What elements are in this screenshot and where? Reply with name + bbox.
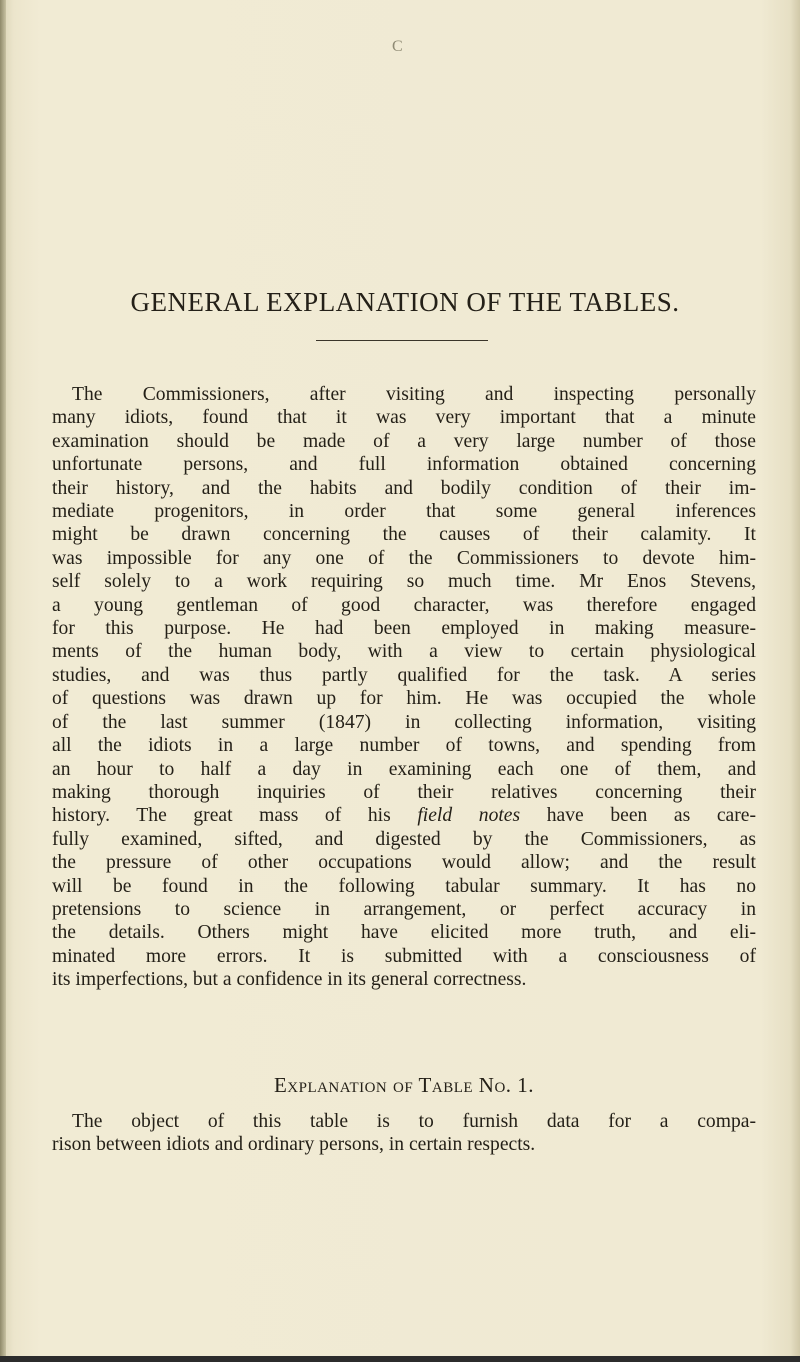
- text-line: the pressure of other occupations would allow; and the result: [52, 852, 756, 874]
- binding-edge: [0, 0, 6, 1362]
- text-line: pretensions to science in arrangement, or perfect accuracy in: [52, 898, 756, 920]
- paragraph-2: [52, 1110, 756, 1157]
- text-line: was impossible for any one of the Commissioners to devote him-: [52, 547, 756, 569]
- text-line: examination should be made of a very large number of those: [52, 430, 756, 452]
- text-line: The object of this table is to furnish data for a compa-: [72, 1111, 756, 1132]
- text-line: of the last summer (1847) in collecting information, visiting: [52, 711, 756, 733]
- text-line: the details. Others might have elicited more truth, and eli-: [52, 922, 756, 944]
- text-line: many idiots, found that it was very important that a minute: [52, 407, 756, 429]
- page-top-mark: C: [392, 38, 403, 55]
- text-line: unfortunate persons, and full information obtained concerning: [52, 454, 756, 476]
- text-line: studies, and was thus partly qualified for the task. A series: [52, 664, 756, 686]
- title-rule: [316, 340, 488, 341]
- text-line: The Commissioners, after visiting and inspecting personally: [72, 384, 756, 405]
- text-line-with-italic: [52, 804, 756, 827]
- text-line: self solely to a work requiring so much time. Mr Enos Stevens,: [52, 571, 756, 593]
- text-line: all the idiots in a large number of towns, and spending from: [52, 735, 756, 757]
- text-line: their history, and the habits and bodily condition of their im-: [52, 477, 756, 499]
- section-heading: Explanation of Table No. 1.: [273, 1073, 535, 1097]
- text-line: minated more errors. It is submitted with a consciousness of: [52, 945, 756, 967]
- text-fragment: history. The great mass of his: [52, 805, 418, 827]
- text-line: ments of the human body, with a view to certain physiological: [52, 641, 756, 663]
- text-line: for this purpose. He had been employed in making measure-: [52, 618, 756, 640]
- text-line: making thorough inquiries of their relatives concerning their: [52, 781, 756, 803]
- text-line: a young gentleman of good character, was therefore engaged: [52, 594, 756, 616]
- text-line: fully examined, sifted, and digested by the Commissioners, as: [52, 828, 756, 850]
- text-line: its imperfections, but a confidence in its general correctness.: [52, 969, 527, 991]
- text-line: might be drawn concerning the causes of their calamity. It: [52, 524, 756, 546]
- text-line: of questions was drawn up for him. He was occupied the whole: [52, 688, 756, 710]
- paragraph-1: [52, 383, 756, 992]
- text-line: rison between idiots and ordinary persons, in certain respects.: [52, 1134, 536, 1156]
- text-fragment: have been as care-: [520, 805, 756, 827]
- text-line: an hour to half a day in examining each one of them, and: [52, 758, 756, 780]
- italic-field-notes: field notes: [417, 805, 521, 827]
- page-bottom-edge: [0, 1356, 800, 1362]
- text-line: will be found in the following tabular summary. It has no: [52, 875, 756, 897]
- text-line: mediate progenitors, in order that some general inferences: [52, 501, 756, 523]
- page-title: GENERAL EXPLANATION OF THE TABLES.: [130, 287, 680, 317]
